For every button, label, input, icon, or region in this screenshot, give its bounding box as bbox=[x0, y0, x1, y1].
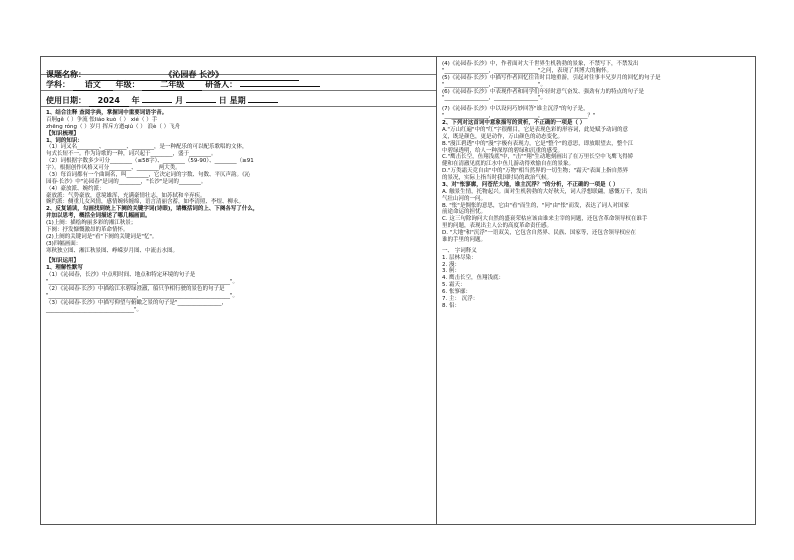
right-line: 中碧绿透明，给人一种深厚的碧绿和沉重的感受。 bbox=[442, 147, 564, 154]
right-line: "________________，________________，________________？" bbox=[442, 113, 596, 120]
right-line: 6. 怅寥廓： bbox=[442, 289, 471, 295]
right-line: 1. 层林尽染： bbox=[442, 254, 477, 261]
left-line: （1）词又名________、________、________，是一种配乐的可以配乐歌唱的文体， bbox=[46, 144, 248, 151]
teacher-value[interactable] bbox=[240, 86, 320, 87]
right-line: C. 这三句除询问大自然的盛衰荣枯应该由谁来主宰的问题，还包含革命领导权在谁手 bbox=[442, 216, 648, 223]
left-line: 2、反复诵读，勾画找到统上下阕的关键字词(诗眼)，请概括词的上、下阕各写了什么， bbox=[46, 206, 259, 213]
year-unit: 年 bbox=[131, 96, 140, 105]
right-line: A. 触景生情，托物起兴。面对生机勃勃的大好秋天，词人浮想联翩，感慨万千，发出 bbox=[442, 188, 648, 195]
right-line: 一、 字词释义 bbox=[442, 247, 477, 254]
left-line: ________________________________"。 bbox=[46, 306, 143, 313]
left-line: (1)上阕：描绘绚丽多彩的湘江秋景； bbox=[46, 220, 137, 226]
right-line: 气壮山河的一问。 bbox=[442, 195, 487, 202]
month-unit: 月 bbox=[175, 96, 184, 105]
left-line: 【知识梳理】 bbox=[46, 130, 80, 137]
right-line: 里的问题，表现出主人公的高度革命责任感。 bbox=[442, 223, 553, 230]
subject-label: 学科： bbox=[46, 80, 70, 89]
left-line: 1、结合注释 查阅字典，掌握词中重要词语字音。 bbox=[46, 110, 168, 116]
right-line: 8. 侣： bbox=[442, 302, 460, 309]
right-line: (6)《沁园春·长沙》中表现作者和同学们年轻时意气奋发、强劲有力的特点的句子是 bbox=[442, 88, 645, 95]
right-line: B."漫江碧透"中的"漫"字极有表现力，它是"整个"的意思，即放眼望去，整个江 bbox=[442, 140, 634, 147]
left-body bbox=[41, 107, 436, 313]
month-blank[interactable] bbox=[142, 102, 172, 103]
left-line: 下阕：抒发慷慨激昂的革命情怀。 bbox=[46, 226, 129, 233]
left-column bbox=[41, 57, 436, 313]
left-line: （4）豪放派、婉约派： bbox=[46, 185, 105, 192]
date-row bbox=[41, 91, 436, 107]
topic-label: 课题名称： bbox=[46, 70, 86, 79]
teacher-label: 研备人： bbox=[205, 80, 238, 89]
right-column bbox=[437, 57, 755, 310]
day-unit: 日 bbox=[218, 96, 227, 105]
topic-value: 《沁园春 长沙》 bbox=[89, 70, 299, 81]
subject-value: 语文 bbox=[73, 80, 113, 91]
right-line: (5)《沁园春·长沙》中描写作者回忆往昔时目地重游，引起对往事丰兄岁月的回忆的句子是 bbox=[442, 74, 661, 81]
right-line: 3. 舸： bbox=[442, 268, 460, 275]
topic-row bbox=[41, 57, 436, 79]
left-line: （1）《沁园春，长沙》中点明时间、地点和特定环境的句子是 bbox=[46, 272, 196, 279]
right-line: B. "怅"是惆怅的意思，它由"看"而生的，"问"由"怅"而发，表达了词人对国家 bbox=[442, 202, 630, 209]
right-line: 3、对"怅寥廓，问苍茫大地，谁主沉浮？"的分析，不正确的一项是（ ） bbox=[442, 181, 619, 188]
left-line: 1、理解性默写 bbox=[46, 265, 83, 272]
left-line: "________________________________，________________________________"。 bbox=[46, 279, 239, 285]
left-line: 字）。根据创作风格又可分________、________两大类。 bbox=[46, 165, 181, 171]
right-line: "________________，________________"。 bbox=[442, 95, 547, 102]
week-blank[interactable] bbox=[248, 102, 278, 103]
right-line: 2. 漫： bbox=[442, 261, 460, 268]
right-line: D."万类霜天竞自由"中的"万物"相当然界的一切生物；"霜天"表面上指自然界 bbox=[442, 168, 629, 175]
right-line: 健和在清澈见底的江水中鱼儿游动得欢愉自在的景象。 bbox=[442, 161, 575, 168]
right-line: D. "大地"和"沉浮"一语双关，它包含自然界、民族、国家等，还包含领导权应在 bbox=[442, 230, 636, 236]
grade-label: 年级： bbox=[115, 80, 140, 89]
right-line: 义，既是颜色，更是动作，万山颜色的动态变化。 bbox=[442, 133, 564, 140]
left-line: 句式长短不一。作为诗歌的一种，词兴起于________，盛于________。 bbox=[46, 151, 217, 158]
left-line: （3）《沁园春·长沙》中描写仰望与俯瞰之景的句子是"________________， bbox=[46, 299, 228, 306]
right-line: 4. 鹰击长空，鱼翔浅底： bbox=[442, 275, 504, 282]
date-year: 2024 bbox=[89, 96, 129, 107]
week-label: 星期 bbox=[229, 96, 246, 105]
left-line: 豪放派：气势豪放，意境雄浑，充满豪情壮志，如苏轼和辛弃疾。 bbox=[46, 192, 206, 199]
left-line: "________________________________，________________________________"。 bbox=[46, 292, 239, 299]
grade-value: 二年级 bbox=[142, 80, 202, 91]
right-line: 2、下列对这首词中意象描写的赏析，不正确的一项是（ ） bbox=[442, 120, 586, 126]
left-line: 园春·长沙》中"沁园春"是词的________，"长沙"是词的________。 bbox=[46, 178, 207, 185]
left-line: （2）《沁园春·长沙》中描绘江水碧绿澄澈，船只争相行驶的景色的句子是 bbox=[46, 285, 225, 292]
left-line: (2)上阕的关键词是"看"下阕的关键词是"忆"。 bbox=[46, 233, 158, 240]
left-line: 1、词的知识： bbox=[46, 137, 83, 144]
day-blank[interactable] bbox=[186, 102, 216, 103]
right-line: "________________，________________"之问，表现了其博大的胸怀。 bbox=[442, 67, 613, 74]
right-line: 5. 霜天： bbox=[442, 282, 466, 289]
date-label: 使用日期： bbox=[46, 96, 86, 105]
right-line: 7. 主： 沉浮： bbox=[442, 295, 479, 302]
left-line: zhēng róng（ ）岁月 挥斥方遒qiú（ ） 浪è（ ）飞舟 bbox=[46, 123, 181, 130]
left-line: 婉约派：侧重儿女风情，感情婉转缠绵，语言清丽含蓄，如李清照、李煜、柳永。 bbox=[46, 199, 245, 206]
right-line: 谁的手里的问题。 bbox=[442, 236, 487, 243]
left-line: 百舸gě（ ）争流 怅liáo kuò（ ） xié（ ）手 bbox=[46, 116, 158, 123]
left-line: 【知识运用】 bbox=[46, 258, 80, 265]
left-line: （3）每首词都有一个曲调名，叫________，它决定词的字数、句数、平仄声韵。《沁 bbox=[46, 171, 251, 178]
right-line: A."万山红遍"中的"红"字很醒目，它是表现色彩的形容词，此处赋予动词的意 bbox=[442, 126, 629, 133]
right-line: "________________，________________"。 bbox=[442, 81, 547, 88]
left-line: (3)四幅画面： bbox=[46, 240, 82, 247]
right-line: C."鹰击长空，鱼翔浅底"中，"击""翔"生动地刻画出了在万里长空中飞鹰飞得矫 bbox=[442, 154, 634, 161]
right-line: (4)《沁园春·长沙》中，作者面对大千世界生机勃勃的景象，不禁写下，不禁发出 bbox=[442, 61, 639, 67]
left-line: 并加以思考，概括全词描述了哪几幅画面。 bbox=[46, 213, 151, 220]
right-body bbox=[437, 57, 755, 310]
worksheet-frame bbox=[40, 56, 756, 525]
right-line: (7)《沁园春·长沙》中以设问巧妙回答"谁主沉浮"的句子是， bbox=[442, 106, 589, 113]
right-line: 的景况，实际上指当时我国时局的政治气候。 bbox=[442, 175, 553, 181]
left-line: （2）词根据字数多少可分________（≤58字）、________（59-90）、________（≥91 bbox=[46, 158, 254, 165]
left-line: 寒秋独立图、湘江秋景图、峥嵘岁月图、中流击水图。 bbox=[46, 247, 179, 254]
right-line: 前途命运的担忧。 bbox=[442, 209, 487, 216]
